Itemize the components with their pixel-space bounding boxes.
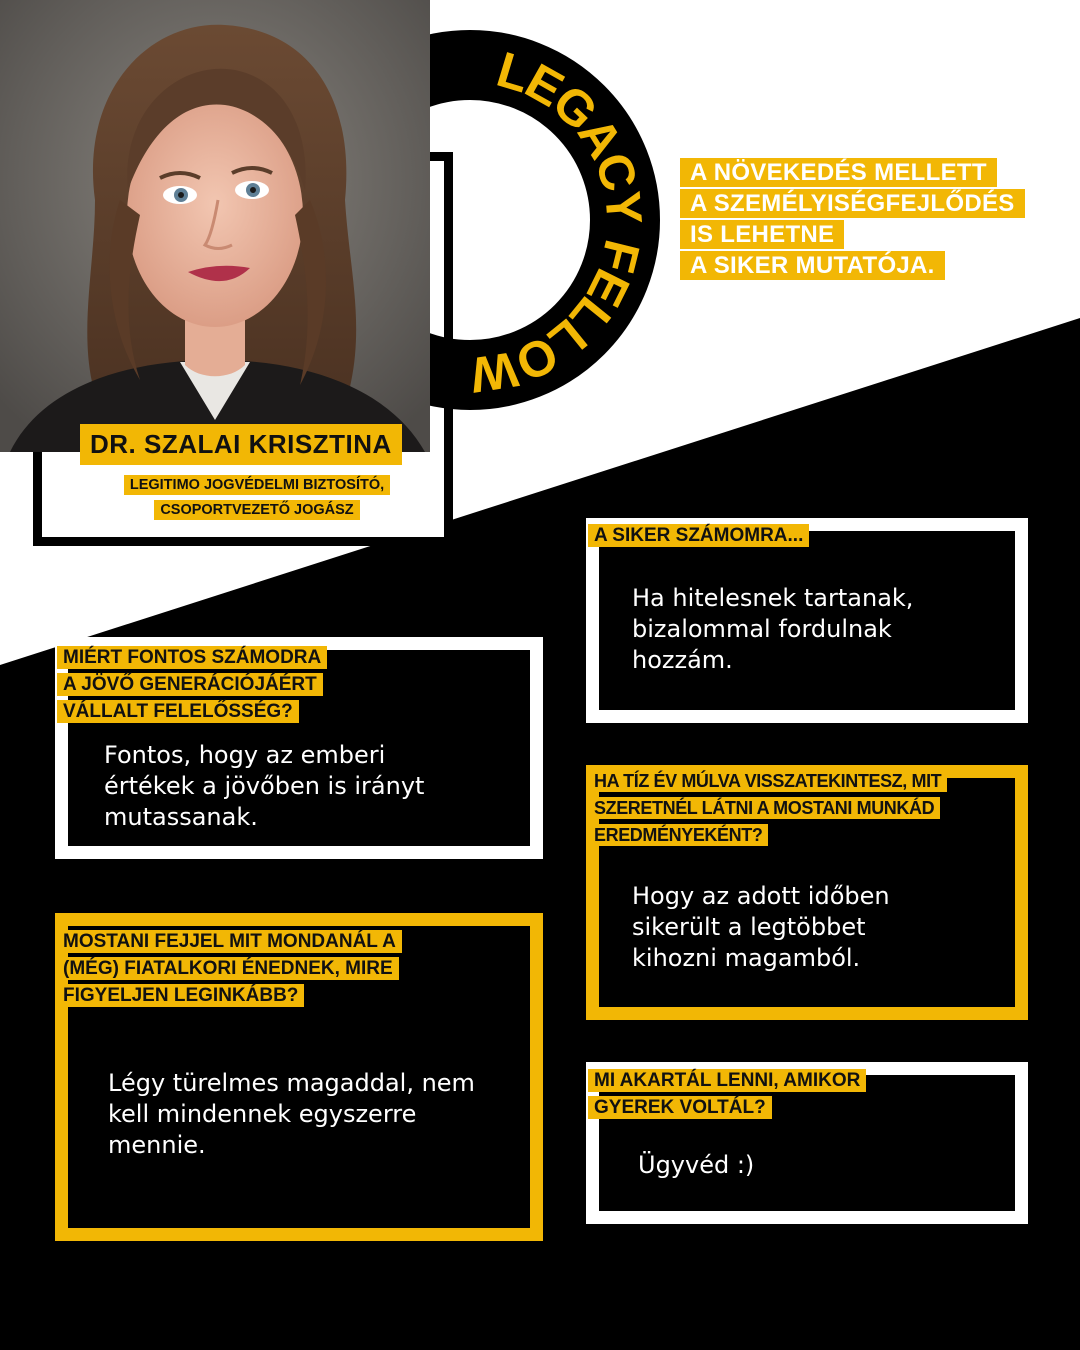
- answer-line: kell mindennek egyszerre: [108, 1100, 417, 1128]
- question-label: [57, 644, 327, 725]
- answer-text: [632, 881, 890, 974]
- profile-name: DR. SZALAI KRISZTINA: [80, 424, 402, 465]
- answer-line: mutassanak.: [104, 803, 258, 831]
- question-text: GYEREK VOLTÁL?: [588, 1096, 772, 1119]
- answer-line: Fontos, hogy az emberi: [104, 741, 386, 769]
- answer-line: mennie.: [108, 1131, 206, 1159]
- question-label: [588, 1067, 866, 1121]
- headline-line-2: A SZEMÉLYISÉGFEJLŐDÉS: [680, 189, 1025, 218]
- answer-line: sikerült a legtöbbet: [632, 913, 866, 941]
- question-text: MOSTANI FEJJEL MIT MONDANÁL A: [57, 930, 402, 953]
- answer-line: hozzám.: [632, 646, 733, 674]
- headline-line-4: A SIKER MUTATÓJA.: [680, 251, 945, 280]
- answer-line: bizalommal fordulnak: [632, 615, 892, 643]
- frame-line: [444, 152, 453, 452]
- answer-line: Légy türelmes magaddal, nem: [108, 1069, 475, 1097]
- question-text: VÁLLALT FELELŐSSÉG?: [57, 700, 299, 723]
- profile-role: [87, 473, 427, 523]
- headline: [680, 157, 1050, 281]
- question-text: A JÖVŐ GENERÁCIÓJÁÉRT: [57, 673, 323, 696]
- answer-text: [638, 1150, 754, 1181]
- answer-text: [108, 1068, 475, 1161]
- question-text: EREDMÉNYEKÉNT?: [588, 824, 768, 846]
- role-line-1: LEGITIMO JOGVÉDELMI BIZTOSÍTÓ,: [124, 475, 390, 495]
- question-text: A SIKER SZÁMOMRA...: [588, 524, 809, 547]
- headline-line-3: IS LEHETNE: [680, 220, 844, 249]
- question-label: [57, 928, 402, 1009]
- answer-line: Ha hitelesnek tartanak,: [632, 584, 914, 612]
- question-text: SZERETNÉL LÁTNI A MOSTANI MUNKÁD: [588, 797, 940, 819]
- answer-text: [632, 583, 913, 676]
- question-text: (MÉG) FIATALKORI ÉNEDNEK, MIRE: [57, 957, 399, 980]
- question-text: MI AKARTÁL LENNI, AMIKOR: [588, 1069, 866, 1092]
- answer-text: [104, 740, 424, 833]
- question-text: MIÉRT FONTOS SZÁMODRA: [57, 646, 327, 669]
- headline-line-1: A NÖVEKEDÉS MELLETT: [680, 158, 997, 187]
- badge-text: LEGACY FELLOW: [464, 41, 653, 404]
- role-line-2: CSOPORTVEZETŐ JOGÁSZ: [154, 500, 359, 520]
- question-label: [588, 768, 947, 849]
- answer-line: Ügyvéd :): [638, 1151, 755, 1179]
- answer-line: kihozni magamból.: [632, 944, 861, 972]
- question-text: HA TÍZ ÉV MÚLVA VISSZATEKINTESZ, MIT: [588, 770, 947, 792]
- answer-line: értékek a jövőben is irányt: [104, 772, 425, 800]
- answer-line: Hogy az adott időben: [632, 882, 890, 910]
- question-text: FIGYELJEN LEGINKÁBB?: [57, 984, 304, 1007]
- question-label: [588, 522, 809, 549]
- portrait-photo: [0, 0, 430, 452]
